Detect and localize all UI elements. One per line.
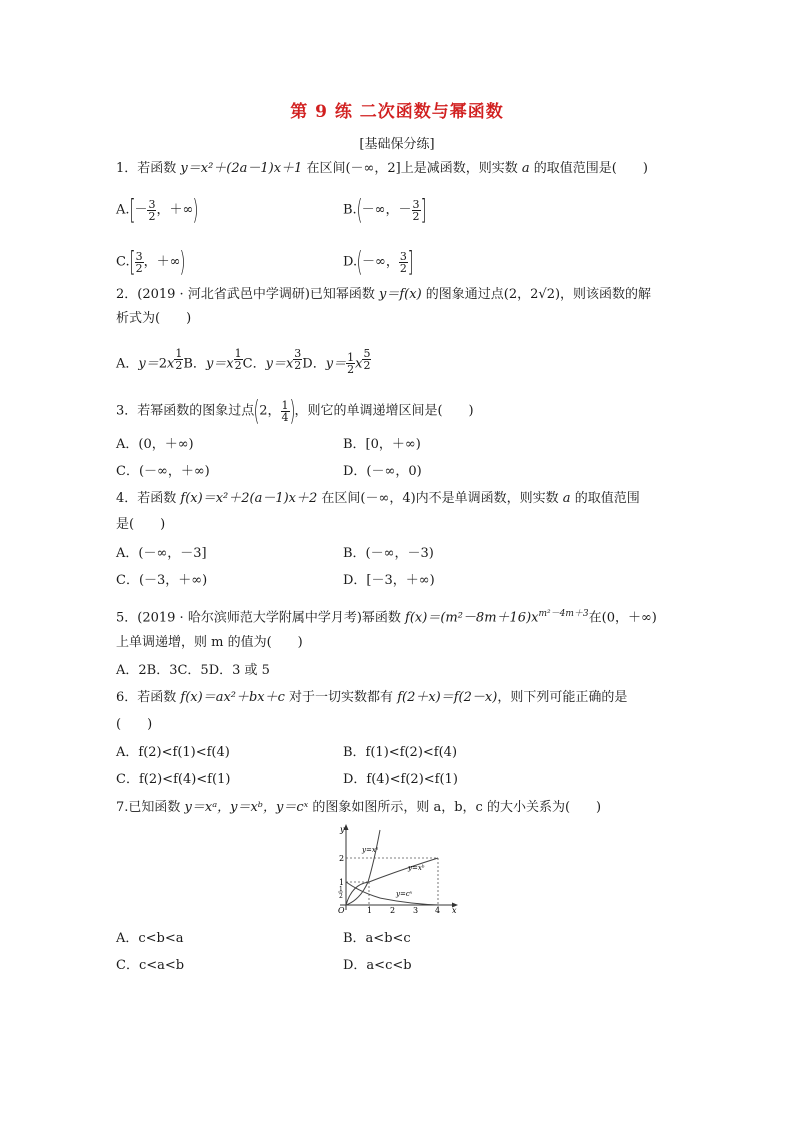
question-2-stem-line2: 析式为( ) <box>116 311 192 326</box>
figure-label-xa: y=xᵃ <box>362 846 379 854</box>
question-3-stem: 3．若幂函数的图象过点(2， $\frac{1}{4}$ )，则它的单调递增区间是( ) <box>116 394 474 427</box>
figure-label-x-axis: x <box>452 906 457 914</box>
figure-label-origin: O <box>338 906 345 914</box>
question-6-option-c[interactable]: C．f(2)<f(4)<f(1) <box>116 772 231 787</box>
question-7-stem: 7.已知函数 y＝xᵃ，y＝xᵇ，y＝cˣ 的图象如图所示，则 a，b，c 的大小关系为( ) <box>116 800 602 815</box>
question-2-stem: 2．(2019 · 河北省武邑中学调研)已知幂函数 y＝f(x) 的图象通过点(2，2√2)，则该函数的解 <box>116 287 652 302</box>
question-3-option-c[interactable]: C．(－∞，＋∞) <box>116 464 210 479</box>
question-1-option-b[interactable]: B.(－∞，－ $\frac{3}{2}$ ] <box>343 193 426 226</box>
figure-label-xb: y=xᵇ <box>408 864 425 872</box>
question-7-option-d[interactable]: D．a<c<b <box>343 958 412 973</box>
question-4-option-a[interactable]: A．(－∞，－3] <box>116 546 207 561</box>
question-4-option-b[interactable]: B．(－∞，－3) <box>343 546 434 561</box>
question-6-option-a[interactable]: A．f(2)<f(1)<f(4) <box>116 745 230 760</box>
question-4-stem: 4．若函数 f(x)＝x²＋2(a－1)x＋2 在区间(－∞，4)内不是单调函数，则实数 a 的取值范围 <box>116 491 640 506</box>
question-5-stem: 5．(2019 · 哈尔滨师范大学附属中学月考)幂函数 $f(x)=(m^2-8m+16)x^{m^2-4m+3}$在(0，＋∞) <box>116 609 657 626</box>
question-7-figure <box>330 822 460 914</box>
question-4-option-d[interactable]: D．[－3，＋∞) <box>343 573 435 588</box>
figure-tick-y1: 1 <box>339 878 345 887</box>
question-1-option-c[interactable]: C.[ $\frac{3}{2}$ ，＋∞) <box>116 245 186 278</box>
figure-tick-x2: 2 <box>390 906 396 914</box>
question-3-option-d[interactable]: D．(－∞，0) <box>343 464 422 479</box>
figure-tick-y2: 2 <box>339 854 345 863</box>
figure-tick-x3: 3 <box>413 906 419 914</box>
page-title: 第 9 练 二次函数与幂函数 <box>290 102 504 122</box>
question-1-stem: 1．若函数 y＝x²＋(2a－1)x＋1 在区间(－∞，2]上是减函数，则实数 a 的取值范围是( ) <box>116 161 648 176</box>
question-5-stem-line2: 上单调递增，则 m 的值为( ) <box>116 635 303 650</box>
question-3-option-a[interactable]: A．(0，＋∞) <box>116 437 194 452</box>
question-4-stem-line2: 是( ) <box>116 517 166 532</box>
figure-label-cx: y=cˣ <box>396 890 413 898</box>
figure-tick-yhalf-den: 2 <box>339 893 343 900</box>
figure-tick-x1: 1 <box>367 906 373 914</box>
question-2-options[interactable]: A．y＝2x $^{\frac{1}{2}}$ B．y＝x $^{\frac{1}{2}}$ C．y＝x $^{\frac{3}{2}}$ D．y＝ $\frac{1}{2}$ x $^{\frac{5}{2}}$ <box>116 347 371 377</box>
question-1-option-a[interactable]: A.[－ $\frac{3}{2}$ ，＋∞) <box>116 193 199 226</box>
question-1-option-d[interactable]: D.(－∞， $\frac{3}{2}$ ] <box>343 245 414 278</box>
question-7-option-c[interactable]: C．c<a<b <box>116 958 185 973</box>
question-6-option-b[interactable]: B．f(1)<f(2)<f(4) <box>343 745 458 760</box>
figure-tick-yhalf-num: 1 <box>339 886 343 893</box>
figure-curve-cx <box>346 882 440 905</box>
figure-tick-x4: 4 <box>435 906 441 914</box>
question-4-option-c[interactable]: C．(－3，＋∞) <box>116 573 208 588</box>
figure-label-y-axis: y <box>340 825 345 834</box>
question-3-option-b[interactable]: B．[0，＋∞) <box>343 437 421 452</box>
question-6-stem-line2: ( ) <box>116 717 153 732</box>
section-subtitle: [基础保分练] <box>359 137 435 152</box>
question-7-option-a[interactable]: A．c<b<a <box>116 931 184 946</box>
question-5-options[interactable]: A．2B．3C．5D．3 或 5 <box>116 663 270 678</box>
question-7-option-b[interactable]: B．a<b<c <box>343 931 411 946</box>
question-6-stem: 6．若函数 f(x)＝ax²＋bx＋c 对于一切实数都有 f(2＋x)＝f(2－x)，则下列可能正确的是 <box>116 690 628 705</box>
question-6-option-d[interactable]: D．f(4)<f(2)<f(1) <box>343 772 458 787</box>
